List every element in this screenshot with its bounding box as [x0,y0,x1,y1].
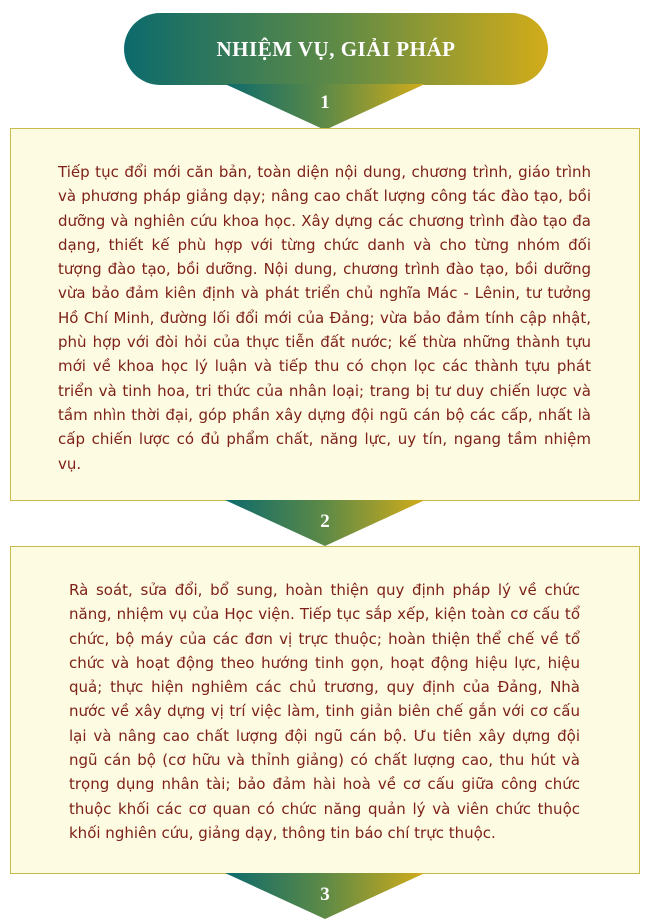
step-number: 3 [320,884,330,905]
section-text-2: Rà soát, sửa đổi, bổ sung, hoàn thiện quy định pháp lý về chức năng, nhiệm vụ của Học viện. Tiếp tục sắp xếp, kiện toàn cơ cấu tổ chức, bộ máy của các đơn vị trực thuộc; hoàn thiện thể chế về tổ chức và hoạt động theo hướng tinh gọn, hoạt động hiệu lực, hiệu quả; thực hiện nghiêm các chủ trương, quy định của Đảng, Nhà nước về xây dựng vị trí việc làm, tinh giản biên chế gắn với cơ cấu lại và nâng cao chất lượng đội ngũ cán bộ. Ưu tiên xây dựng đội ngũ cán bộ (cơ hữu và thỉnh giảng) có chất lượng cao, thu hút và trọng dụng nhân tài; bảo đảm hài hoà về cơ cấu giữa công chức thuộc khối các cơ quan có chức năng quản lý và viên chức thuộc khối nghiên cứu, giảng dạy, thông tin báo chí trực thuộc. [69,581,580,842]
section-text-1: Tiếp tục đổi mới căn bản, toàn diện nội dung, chương trình, giáo trình và phương pháp giảng dạy; nâng cao chất lượng công tác đào tạo, bồi dưỡng và nghiên cứu khoa học. Xây dựng các chương trình đào tạo đa dạng, thiết kế phù hợp với từng chức danh và cho từng nhóm đối tượng đào tạo, bồi dưỡng. Nội dung, chương trình đào tạo, bồi dưỡng vừa bảo đảm kiên định và phát triển chủ nghĩa Mác - Lênin, tư tưởng Hồ Chí Minh, đường lối đổi mới của Đảng; vừa bảo đảm tính cập nhật, phù hợp với đòi hỏi của thực tiễn đất nước; kế thừa những thành tựu mới về khoa học lý luận và tiếp thu có chọn lọc các thành tựu phát triển và tinh hoa, tri thức của nhân loại; trang bị tư duy chiến lược và tầm nhìn thời đại, góp phần xây dựng đội ngũ cán bộ các cấp, nhất là cấp chiến lược có đủ phẩm chất, năng lực, uy tín, ngang tầm nhiệm vụ. [58,163,591,473]
step-marker-1 [225,84,425,130]
page-title: NHIỆM VỤ, GIẢI PHÁP [216,36,456,61]
header-banner [124,13,548,85]
step-marker-2 [225,500,425,546]
step-number: 2 [320,511,330,532]
step-number: 1 [320,92,330,113]
step-marker-3 [225,873,425,919]
